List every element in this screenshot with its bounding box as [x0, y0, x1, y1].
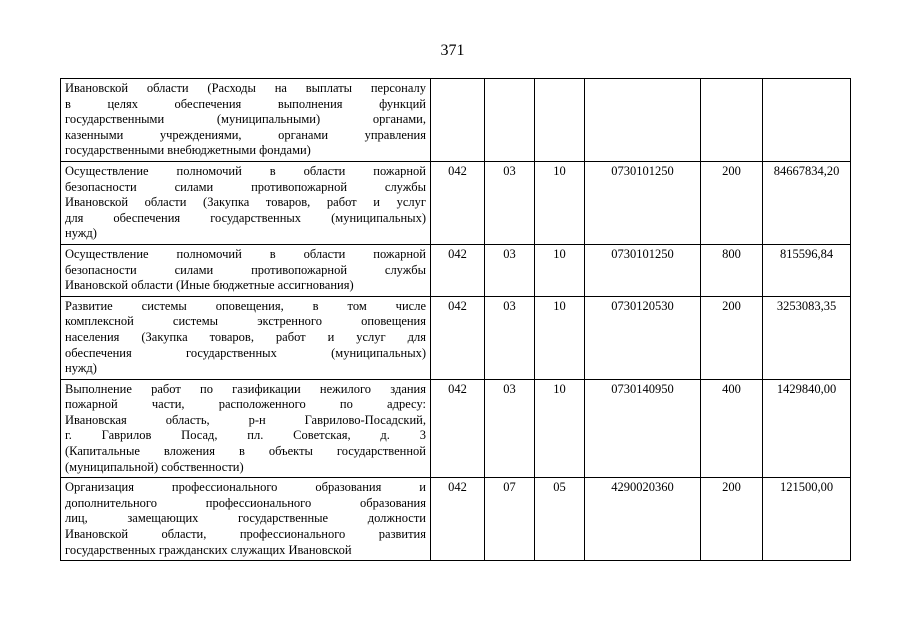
row-name-line: обеспечения государственных (муниципальных)	[65, 345, 426, 360]
row-code-cell: 042	[431, 296, 485, 379]
row-target-item-cell	[585, 79, 701, 162]
table-row	[61, 161, 851, 244]
budget-table-container	[60, 78, 850, 561]
row-name-line: в целях обеспечения выполнения функций	[65, 96, 426, 111]
row-expense-kind-cell: 800	[701, 244, 763, 296]
row-subsection-cell: 10	[535, 379, 585, 478]
row-name-line: нужд)	[65, 226, 97, 241]
row-name-cell	[61, 79, 431, 162]
row-section-cell: 03	[485, 244, 535, 296]
row-expense-kind-cell: 400	[701, 379, 763, 478]
row-code-cell: 042	[431, 244, 485, 296]
table-row	[61, 478, 851, 561]
row-name-line: казенными учреждениями, органами управления	[65, 127, 426, 142]
row-name-cell	[61, 244, 431, 296]
row-name-cell	[61, 161, 431, 244]
row-name-line: г. Гаврилов Посад, пл. Советская, д. 3	[65, 428, 426, 443]
row-section-cell: 03	[485, 379, 535, 478]
table-row	[61, 79, 851, 162]
row-name-line: пожарной части, расположенного по адресу:	[65, 397, 426, 412]
row-name-line: населения (Закупка товаров, работ и услуг для	[65, 329, 426, 344]
page-number: 371	[440, 42, 465, 59]
row-section-cell	[485, 79, 535, 162]
row-target-item-cell: 0730101250	[585, 244, 701, 296]
row-name-line: (Капитальные вложения в объекты государственной	[65, 444, 426, 459]
row-name-line: (муниципальной) собственности)	[65, 459, 244, 474]
row-name-line: Осуществление полномочий в области пожарной	[65, 163, 426, 178]
row-code-cell: 042	[431, 379, 485, 478]
row-name-line: Ивановской области, профессионального развития	[65, 527, 426, 542]
row-amount-cell: 815596,84	[763, 244, 851, 296]
row-code-cell: 042	[431, 478, 485, 561]
row-name-cell	[61, 478, 431, 561]
row-name-line: Выполнение работ по газификации нежилого здания	[65, 381, 426, 396]
row-name-line: Организация профессионального образования и	[65, 480, 426, 495]
table-row	[61, 296, 851, 379]
row-name-line: лиц, замещающих государственные должности	[65, 511, 426, 526]
row-name-cell	[61, 296, 431, 379]
row-amount-cell: 121500,00	[763, 478, 851, 561]
row-name-line: безопасности силами противопожарной службы	[65, 262, 426, 277]
row-name-line: Развитие системы оповещения, в том числе	[65, 298, 426, 313]
row-name-line: государственными внебюджетными фондами)	[65, 143, 311, 158]
row-name-line: дополнительного профессионального образования	[65, 495, 426, 510]
row-amount-cell	[763, 79, 851, 162]
row-section-cell: 03	[485, 161, 535, 244]
row-name-line: Ивановская область, р-н Гаврилово-Посадский,	[65, 412, 426, 427]
row-target-item-cell: 0730140950	[585, 379, 701, 478]
row-subsection-cell: 05	[535, 478, 585, 561]
row-target-item-cell: 4290020360	[585, 478, 701, 561]
row-name-line: государственными (муниципальными) органами,	[65, 112, 426, 127]
row-section-cell: 03	[485, 296, 535, 379]
row-name-line: безопасности силами противопожарной службы	[65, 179, 426, 194]
row-target-item-cell: 0730101250	[585, 161, 701, 244]
row-subsection-cell	[535, 79, 585, 162]
table-row	[61, 379, 851, 478]
row-subsection-cell: 10	[535, 296, 585, 379]
row-name-line: для обеспечения государственных (муниципальных)	[65, 210, 426, 225]
row-name-line: Ивановской области (Иные бюджетные ассигнования)	[65, 278, 354, 293]
row-expense-kind-cell: 200	[701, 296, 763, 379]
row-subsection-cell: 10	[535, 244, 585, 296]
row-name-line: Ивановской области (Закупка товаров, работ и услуг	[65, 195, 426, 210]
budget-table	[60, 78, 851, 561]
row-code-cell: 042	[431, 161, 485, 244]
row-section-cell: 07	[485, 478, 535, 561]
budget-table-body	[61, 79, 851, 561]
row-expense-kind-cell: 200	[701, 161, 763, 244]
row-amount-cell: 1429840,00	[763, 379, 851, 478]
row-amount-cell: 3253083,35	[763, 296, 851, 379]
row-expense-kind-cell	[701, 79, 763, 162]
row-expense-kind-cell: 200	[701, 478, 763, 561]
row-code-cell	[431, 79, 485, 162]
row-name-line: Осуществление полномочий в области пожарной	[65, 246, 426, 261]
row-subsection-cell: 10	[535, 161, 585, 244]
row-target-item-cell: 0730120530	[585, 296, 701, 379]
row-name-line: комплексной системы экстренного оповещения	[65, 314, 426, 329]
row-name-line: нужд)	[65, 361, 97, 376]
row-name-line: Ивановской области (Расходы на выплаты персоналу	[65, 81, 426, 95]
row-amount-cell: 84667834,20	[763, 161, 851, 244]
row-name-line: государственных гражданских служащих Ивановской	[65, 542, 352, 557]
table-row	[61, 244, 851, 296]
row-name-cell	[61, 379, 431, 478]
